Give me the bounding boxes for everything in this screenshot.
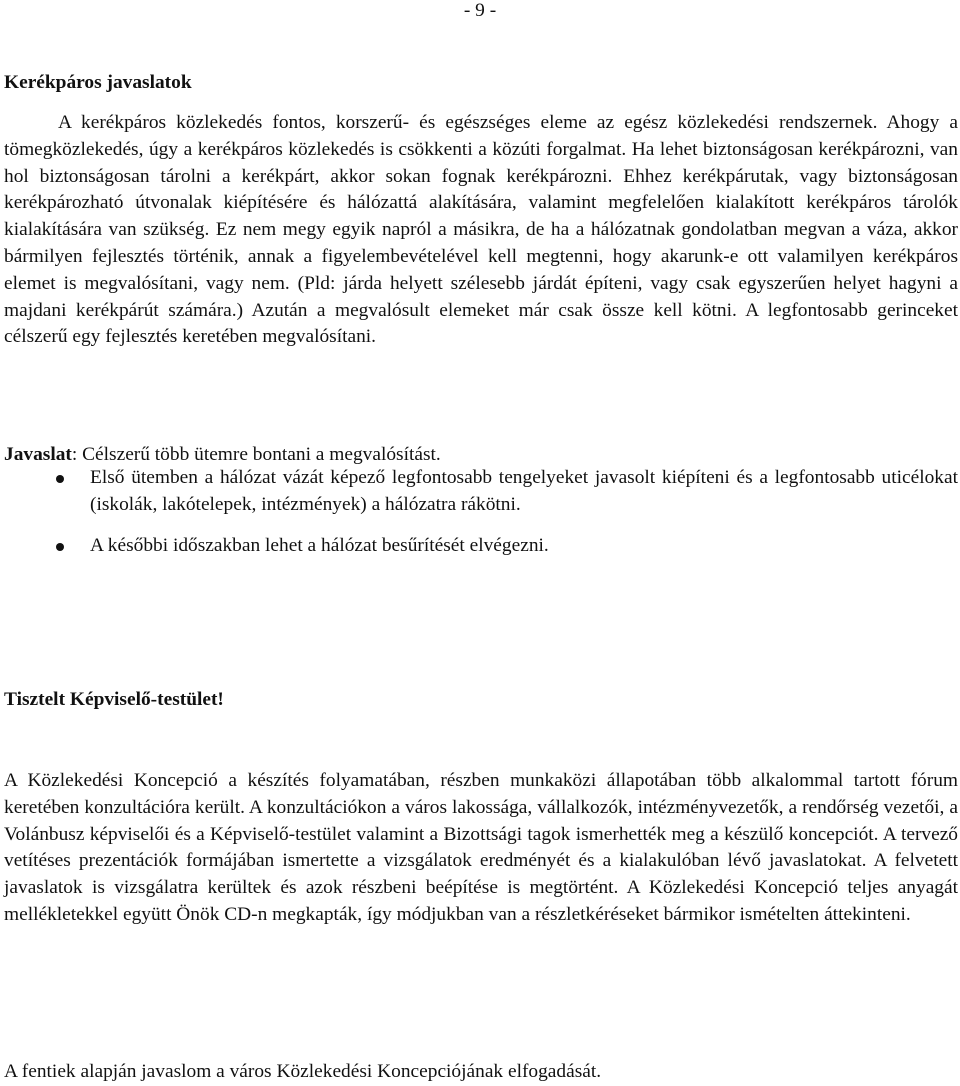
list-item [4,533,958,560]
bullet-text: Első ütemben a hálózat vázát képező legfontosabb tengelyeket javasolt kiépíteni és a legfontosabb uticélokat (iskolák, lakótelepek, intézmények) a hálózatra rákötni. [90,467,958,515]
list-item [4,465,958,519]
proposal-label: Javaslat [4,444,72,466]
proposal-text: : Célszerű több ütemre bontani a megvalósítást. [71,444,441,466]
page-number: - 9 - [463,0,497,21]
bullet-text: A későbbi időszakban lehet a hálózat besűrítését elvégezni. [90,534,549,556]
proposal-bullet-list [4,465,958,559]
salutation-heading: Tisztelt Képviselő-testület! [4,689,224,710]
closing-sentence: A fentiek alapján javaslom a város Közlekedési Koncepciójának elfogadását. [4,1061,602,1083]
consultation-paragraph: A Közlekedési Koncepció a készítés folyamatában, részben munkaközi állapotában több alkalommal tartott fórum keretében konzultációra került. A konzultációkon a város lakossága, vállalkozók, intézményvezetők, a rendőrség vezetői, a Volánbusz képviselői és a Képviselő-testület valamint a Bizottsági tagok ismerhették meg a készülő koncepciót. A tervező vetítéses prezentációk formájában ismertette a vizsgálatok eredményét és a kialakulóban lévő javaslatokat. A felvetett javaslatok is vizsgálatra kerültek és azok részbeni beépítése is megtörtént. A Közlekedési Koncepció teljes anyagát mellékletekkel együtt Önök CD-n megkapták, így módjukban van a részletkéréseket bármikor ismételten áttekinteni. [4,770,958,925]
section-heading-cycling: Kerékpáros javaslatok [4,72,192,93]
bullet-icon [56,475,64,483]
cycling-paragraph: A kerékpáros közlekedés fontos, korszerű- és egészséges eleme az egész közlekedési rendszernek. Ahogy a tömegközlekedés, úgy a kerékpáros közlekedés is csökkenti a közúti forgalmat. Ha lehet biztonságosan kerékpározni, van hol biztonságosan tárolni a kerékpárt, akkor sokan fognak kerékpározni. Ehhez kerékpárutak, vagy biztonságosan kerékpározható útvonalak kiépítésére és hálózattá alakítására, valamint megfelelően kialakított kerékpáros tárolók kialakítására van szükség. Ez nem megy egyik napról a másikra, de ha a hálózatnak gondolatban megvan a váza, akkor bármilyen fejlesztés történik, annak a figyelembevételével kell megtenni, hogy akarunk-e ott valamilyen kerékpáros elemet is megvalósítani, vagy nem. (Pld: járda helyett szélesebb járdát építeni, vagy csak egyszerűen helyet hagyni a majdani kerékpárút számára.) Azután a megvalósult elemeket már csak össze kell kötni. A legfontosabb gerinceket célszerű egy fejlesztés keretében megvalósítani. [4,112,958,348]
bullet-icon [56,543,64,551]
